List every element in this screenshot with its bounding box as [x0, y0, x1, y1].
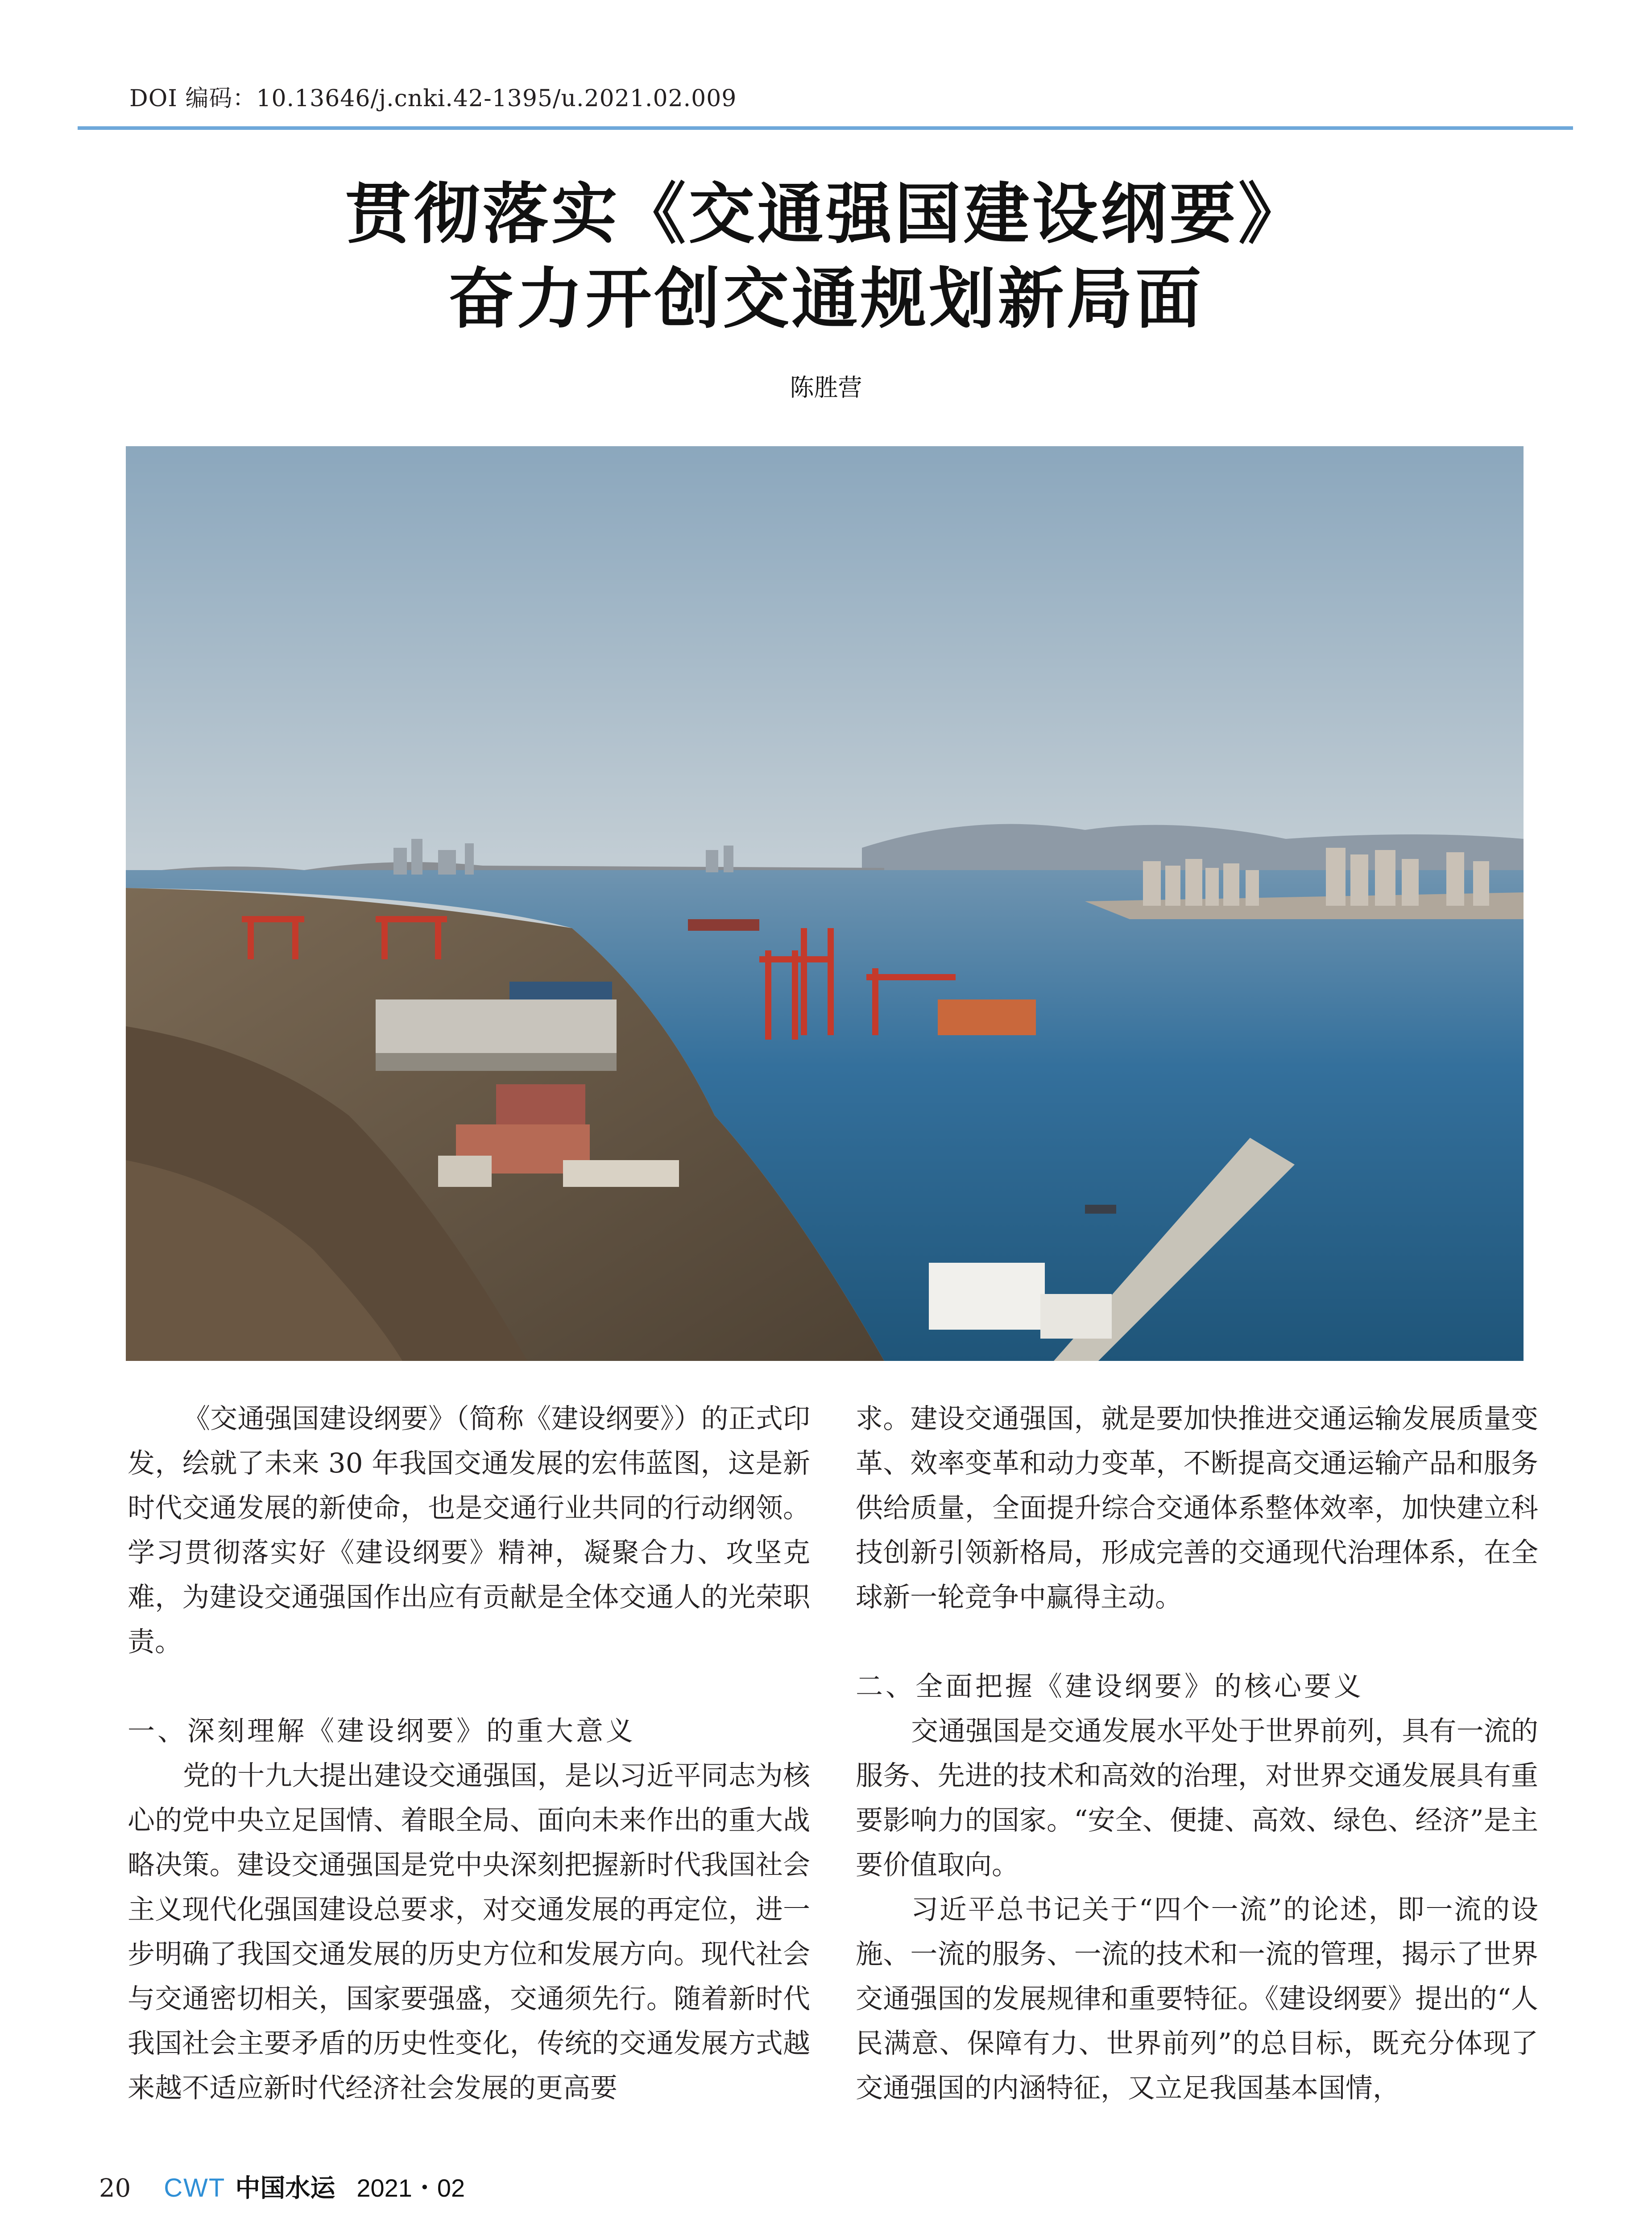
- left-column: [128, 1397, 810, 2111]
- page-number: 20: [99, 2174, 131, 2203]
- section1-heading: 一、深刻理解《建设纲要》的重大意义: [128, 1715, 636, 1747]
- section2-paragraph-2: 习近平总书记关于“四个一流”的论述，即一流的设施、一流的服务、一流的技术和一流的管理，揭示了世界交通强国的发展规律和重要特征。《建设纲要》提出的“人民满意、保障有力、世界前列”的总目标，既充分体现了交通强国的内涵特征，又立足我国基本国情，: [856, 1894, 1538, 2104]
- harbor-aerial-photo: [126, 446, 1524, 1361]
- section2-paragraph-1: 交通强国是交通发展水平处于世界前列，具有一流的服务、先进的技术和高效的治理，对世界交通发展具有重要影响力的国家。“安全、便捷、高效、绿色、经济”是主要价值取向。: [856, 1715, 1538, 1881]
- article-title-line1: 贯彻落实《交通强国建设纲要》: [345, 175, 1307, 253]
- brand-logo: CWT: [164, 2173, 226, 2202]
- magazine-name: 中国水运: [235, 2173, 335, 2203]
- author-name: 陈胜营: [790, 373, 862, 402]
- issue-number: 2021・02: [356, 2174, 465, 2202]
- section2-heading: 二、全面把握《建设纲要》的核心要义: [856, 1671, 1364, 1702]
- intro-paragraph: 《交通强国建设纲要》（简称《建设纲要》）的正式印发，绘就了未来 30 年我国交通发展的宏伟蓝图，这是新时代交通发展的新使命，也是交通行业共同的行动纲领。学习贯彻落实好《建设纲要》精神，凝聚合力、攻坚克难，为建设交通强国作出应有贡献是全体交通人的光荣职责。: [128, 1403, 810, 1658]
- page-footer: [99, 2169, 465, 2204]
- doi-code: DOI 编码：10.13646/j.cnki.42-1395/u.2021.02.009: [129, 85, 737, 112]
- continuation-paragraph: 求。建设交通强国，就是要加快推进交通运输发展质量变革、效率变革和动力变革，不断提高交通运输产品和服务供给质量，全面提升综合交通体系整体效率，加快建立科技创新引领新格局，形成完善的交通现代治理体系，在全球新一轮竞争中赢得主动。: [856, 1403, 1538, 1613]
- header-rule: [78, 126, 1573, 130]
- section1-paragraph: 党的十九大提出建设交通强国，是以习近平同志为核心的党中央立足国情、着眼全局、面向未来作出的重大战略决策。建设交通强国是党中央深刻把握新时代我国社会主义现代化强国建设总要求，对交通发展的再定位，进一步明确了我国交通发展的历史方位和发展方向。现代社会与交通密切相关，国家要强盛，交通须先行。随着新时代我国社会主要矛盾的历史性变化，传统的交通发展方式越来越不适应新时代经济社会发展的更高要: [128, 1760, 810, 2104]
- right-column: [856, 1397, 1538, 2111]
- article-title-line2: 奋力开创交通规划新局面: [448, 260, 1204, 337]
